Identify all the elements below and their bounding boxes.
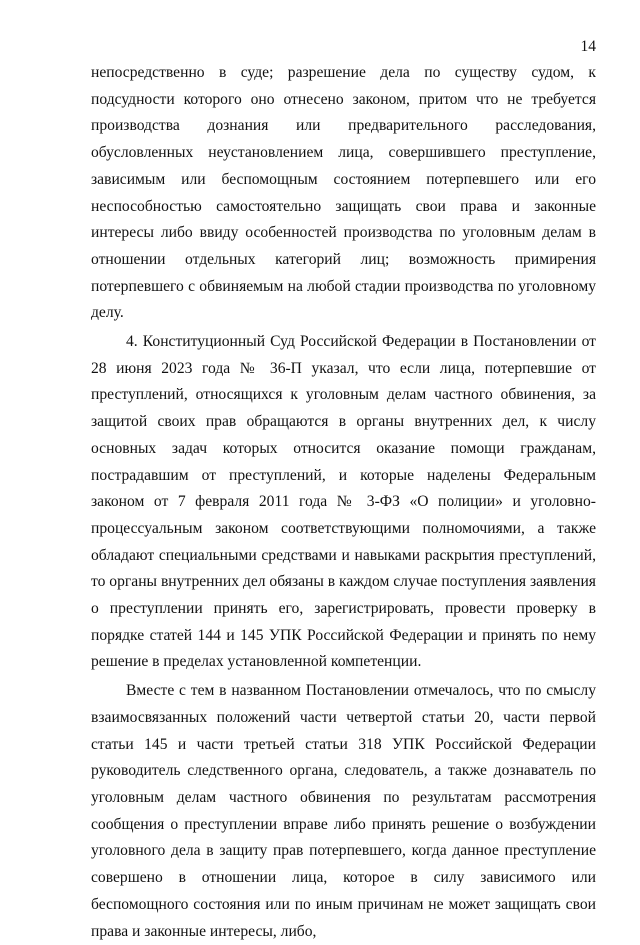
body-text	[91, 60, 596, 945]
page-number: 14	[580, 38, 596, 55]
paragraph-moreover: Вместе с тем в названном Постановлении отмечалось, что по смыслу взаимосвязанных положений части четвертой статьи 20, части первой статьи 145 и части третьей статьи 318 УПК Российской Федерации руководитель следственного органа, следователь, а также дознаватель по уголовным делам частного обвинения по результатам рассмотрения сообщения о преступлении вправе либо принять решение о возбуждении уголовного дела в защиту прав потерпевшего, когда данное преступление совершено в отношении лица, которое в силу зависимого или беспомощного состояния или по иным причинам не может защищать свои права и законные интересы, либо,	[91, 682, 596, 940]
paragraph-continuation: непосредственно в суде; разрешение дела по существу судом, к подсудности которого оно отнесено законом, притом что не требуется производства дознания или предварительного расследования, обусловленных неустановлением лица, совершившего преступление, зависимым или беспомощным состоянием потерпевшего или его неспособностью самостоятельно защищать свои права и законные интересы либо ввиду особенностей производства по уголовным делам в отношении отдельных категорий лиц; возможность примирения потерпевшего с обвиняемым на любой стадии производства по уголовному делу.	[91, 64, 596, 322]
paragraph-item-4: 4. Конституционный Суд Российской Федерации в Постановлении от 28 июня 2023 года № 36-П указал, что если лица, потерпевшие от преступлений, относящихся к уголовным делам частного обвинения, за защитой своих прав обращаются в органы внутренних дел, к числу основных задач которых относится оказание помощи гражданам, пострадавшим от преступлений, и которые наделены Федеральным законом от 7 февраля 2011 года № 3-ФЗ «О полиции» и уголовно-процессуальным законом соответствующими полномочиями, а также обладают специальными средствами и навыками раскрытия преступлений, то органы внутренних дел обязаны в каждом случае поступления заявления о преступлении принять его, зарегистрировать, провести проверку в порядке статей 144 и 145 УПК Российской Федерации и принять по нему решение в пределах установленной компетенции.	[91, 333, 596, 671]
